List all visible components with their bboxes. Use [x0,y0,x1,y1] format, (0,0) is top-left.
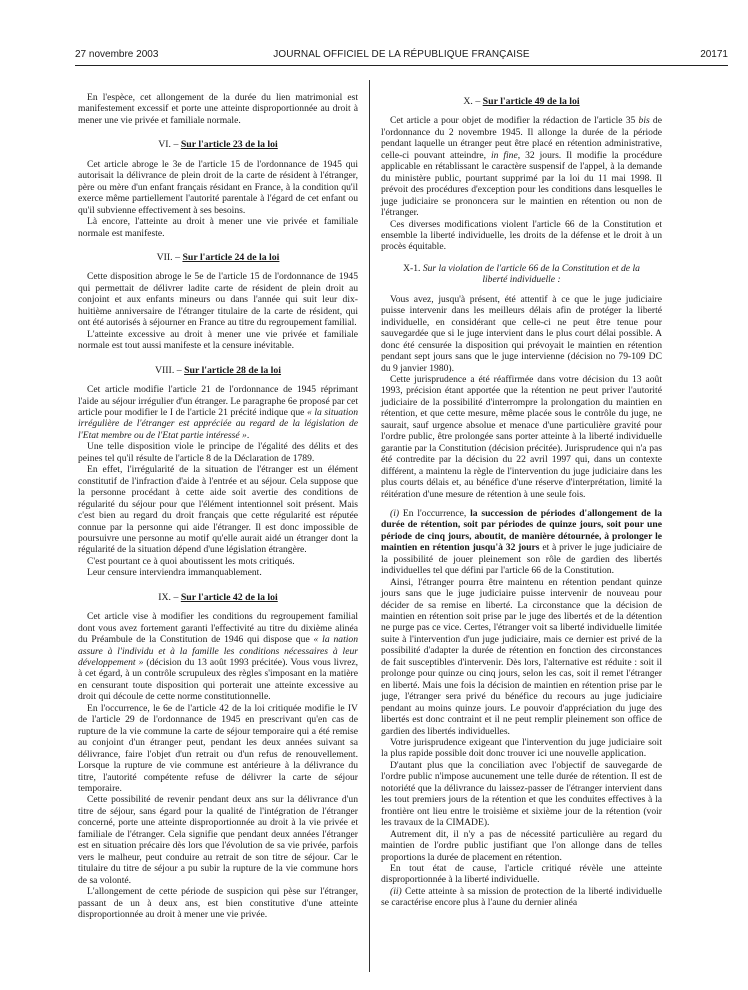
text-run: de l'ordonnance du 2 novembre 1945. Il allonge la durée de la période pendant laquelle un étranger peut être placé en rétention administrative, celle-ci pouvant atteindre, [381,115,662,161]
paragraph: D'autant plus que la conciliation avec l'objectif de sauvegarde de l'ordre public n'impose aucunement une telle durée de rétention. Il est de notoriété que la délivrance du laissez-passer de l'étranger intervient dans les tout premiers jours de la rétention et que les conduites effectives à la frontière ont lieu entre le troisième et sixième jour de la rétention (voir les travaux de la CIMADE). [381,759,662,829]
paragraph: Là encore, l'atteinte au droit à mener une vie privée et familiale normale est manifeste. [78,216,358,239]
item-marker: (i) [390,507,400,519]
paragraph: En effet, l'irrégularité de la situation de l'étranger est un élément constitutif de l'infraction d'aide à l'entrée et au séjour. Cela suppose que la personne procédant à cette aide soit avertie des conditions de régularité du séjour pour que l'élément intentionnel soit présent. Mais c'est bien au regard du droit français que cette régularité est réputée connue par la personne qui aide l'étranger. Il est donc impossible de poursuivre une personne au motif qu'elle aurait aidé un étranger dont la régularité de la situation dépend d'une législation étrangère. [78,464,358,556]
paragraph [381,886,662,909]
section-number: VII. – [156,251,183,263]
paragraph: L'atteinte excessive au droit à mener une vie privée et familiale normale est tout aussi manifeste et la censure inévitable. [78,328,358,352]
section-number: VIII. – [154,364,185,376]
section-heading-ix [78,592,358,603]
section-number: IX. – [158,591,181,603]
left-column [78,92,358,920]
section-heading-vii [78,252,358,263]
text-run: et à priver le juge judiciaire de la possibilité de jouer pleinement son rôle de gardien des libertés individuelles tel que défini par l'article 66 de la Constitution. [381,542,663,577]
section-title: Sur l'article 23 de la loi [180,139,278,151]
header-date: 27 novembre 2003 [75,49,159,60]
paragraph: Cette possibilité de revenir pendant deux ans sur la délivrance d'un titre de séjour, sans égard pour la qualité de l'intégration de l'étranger concerné, porte une atteinte disproportionnée au droit à la vie privée et familiale de l'étranger. Cela signifie que pendant deux années l'étranger est en situation précaire dès lors que l'évolution de sa vie privée, parfois vers le malheur, peut conduire au retrait de son titre de séjour. Car le titulaire du titre de séjour a pu subir la rupture de la vie commune hors de sa volonté. [78,794,358,886]
paragraph: Leur censure interviendra immanquablement. [87,567,262,579]
paragraph [78,384,358,441]
item-marker: (ii) [390,885,402,897]
paragraph: L'allongement de cette période de suspicion qui pèse sur l'étranger, passant de un à deux ans, est bien constitutive d'une atteinte disproportionnée au droit à mener une vie privée. [78,886,358,920]
section-heading-viii [78,365,358,376]
right-column [381,92,662,909]
paragraph: Autrement dit, il n'y a pas de nécessité particulière au regard du maintien de l'ordre public justifiant que l'on allonge dans de telles proportions la durée de placement en rétention. [381,828,662,863]
subsection-heading-x1 [395,263,648,286]
header-journal-title: JOURNAL OFFICIEL DE LA RÉPUBLIQUE FRANÇAISE [273,49,530,60]
section-heading-vi [78,139,358,150]
quoted-text: « la situation irrégulière de l'étranger est appréciée au regard de la législation de l'Etat membre ou de l'Etat partie intéressé » [78,406,358,441]
bold-text: la succession de périodes d'allongement de la durée de rétention, soit par périodes de quinze jours, soit pour une période de cinq jours, aboutit, de manière détournée, à prolonger le maintien en rétention jusqu'à 32 jours [381,507,663,554]
paragraph: Votre jurisprudence exigeant que l'intervention du juge judiciaire soit la plus rapide possible doit donc trouver ici une nouvelle application. [381,737,662,760]
section-number: VI. – [158,139,181,151]
paragraph: Vous avez, jusqu'à présent, été attentif à ce que le juge judiciaire puisse intervenir dans les meilleurs délais afin de protéger la liberté individuelle, en considérant que celle-ci ne peut être tenue pour sauvegardée que si le juge intervient dans le plus court délai possible. A donc été censurée la disposition qui prévoyait le maintien en rétention pendant sept jours sans que le juge intervienne (décision no 79-109 DC du 9 janvier 1980). [381,293,662,374]
paragraph: En l'occurrence, le 6e de l'article 42 de la loi critiquée modifie le IV de l'article 29 de l'ordonnance de 1945 en prescrivant qu'en cas de rupture de la vie commune la carte de séjour temporaire qui a été remise au conjoint d'un étranger peut, pendant les deux années suivant sa délivrance, faire l'objet d'un retrait ou d'un refus de renouvellement. Lorsque la rupture de vie commune est antérieure à la délivrance du titre, l'autorité compétente refuse de délivrer la carte de séjour temporaire. [78,702,358,795]
section-title: Sur l'article 24 de la loi [182,251,280,263]
paragraph [78,611,358,703]
text-run: , 32 jours. Il modifie la procédure applicable en rétablissant le caractère suspensif de l'appel, à la demande du ministère public, pourtant supprimé par la loi du 11 mai 1998. Il prévoit des procédures d'exception pour les conditions dans lesquelles le juge judiciaire se prononcera sur le maintien en rétention ou non de l'étranger. [381,149,662,219]
text-run: Cet article modifie l'article 21 de l'ordonnance de 1945 réprimant l'aide au séjour irrégulier d'un étranger. Le paragraphe 6e proposé par cet article pour modifier le I de l'article 21 précité indique que [78,384,358,418]
paragraph [381,115,662,218]
text-run: Cette atteinte à sa mission de protection de la liberté individuelle se caractérise encore plus à l'aune du dernier alinéa [381,885,662,909]
paragraph: Une telle disposition viole le principe de l'égalité des délits et des peines tel qu'il résulte de l'article 8 de la Déclaration de 1789. [78,441,358,464]
section-number: X. – [463,96,483,107]
header-rule [75,65,728,66]
paragraph: En l'espèce, cet allongement de la durée du lien matrimonial est manifestement excessif et porte une atteinte disproportionnée au droit à mener une vie privée et familiale normale. [78,92,358,126]
header-page-number: 20171 [700,49,728,60]
italic-text: bis [638,115,650,127]
column-divider [369,80,370,972]
italic-text: in fine [490,149,518,161]
paragraph: C'est pourtant ce à quoi aboutissent les mots critiqués. [87,555,295,567]
text-run: . [246,429,250,441]
subsection-number: X-1. [403,262,423,274]
text-run: (décision du 13 août 1993 précitée). Vous vous livrez, à cet égard, à un contrôle scrupuleux des règles s'imposant en la matière en censurant toute disposition qui porterait une atteinte excessive au droit qui découle de cette norme constitutionnelle. [78,657,358,703]
section-title: Sur l'article 28 de la loi [184,364,282,376]
text-run: En l'occurrence, [399,507,471,519]
paragraph: En tout état de cause, l'article critiqué révèle une atteinte disproportionnée à la liberté individuelle. [381,863,662,886]
paragraph: Ainsi, l'étranger pourra être maintenu en rétention pendant quinze jours sans que le juge judiciaire puisse intervenir de nouveau pour décider de sa remise en liberté. La circonstance que la décision de maintien en rétention soit prise par le juge des libertés et de la détention ne purge pas ce vice. Certes, l'étranger voit sa liberté individuelle limitée suite à l'intervention d'un juge judiciaire, mais ce dernier est privé de la possibilité d'adapter la durée de rétention en fonction des circonstances de fait susceptibles d'intervenir. Dès lors, l'alternative est réduite : soit il prolonge pour quinze ou cinq jours, selon les cas, soit il remet l'étranger en liberté. Mais une fois la décision de maintien en rétention prise par le juge, l'étranger sera privé du bénéfice du recours au juge judiciaire pendant au moins quinze jours. Le pouvoir d'appréciation du juge des libertés est donc contraint et il ne peut remplir pleinement son office de gardien des libertés individuelles. [381,576,662,737]
subsection-title: Sur la violation de l'article 66 de la Constitution et de la liberté individuelle : [422,262,640,286]
quoted-text: « la nation assure à l'individu et à la famille les conditions nécessaires à leur développement » [78,634,358,669]
paragraph [381,508,662,577]
paragraph: Cette disposition abroge le 5e de l'article 15 de l'ordonnance de 1945 qui permettait de délivrer ladite carte de résident de plein droit au conjoint et aux enfants mineurs ou dans l'année qui suit leur dix-huitième anniversaire de l'étranger titulaire de la carte de résident, qui ont été autorisés à séjourner en France au titre du regroupement familial. [78,271,358,329]
text-run: Cet article a pour objet de modifier la rédaction de l'article 35 [390,115,639,127]
section-title: Sur l'article 42 de la loi [180,591,278,603]
page-header [75,49,728,63]
text-run: Cet article vise à modifier les conditions du regroupement familial dont vous avez fortement garanti l'effectivité au titre du dixième alinéa du Préambule de la Constitution de 1946 qui dispose que [78,611,358,646]
section-title: Sur l'article 49 de la loi [482,96,580,107]
paragraph: Ces diverses modifications violent l'article 66 de la Constitution et ensemble la liberté individuelle, les droits de la défense et le droit à un procès équitable. [381,218,662,253]
section-heading-x [381,96,662,107]
paragraph: Cette jurisprudence a été réaffirmée dans votre décision du 13 août 1993, précision étant apportée que la rétention ne peut priver l'autorité judiciaire de la possibilité d'interrompre la prolongation du maintien en rétention, et que cette mesure, même placée sous le contrôle du juge, ne saurait, sauf urgence absolue et menace d'une particulière gravité pour l'ordre public, être prolongée sans porter atteinte à la liberté individuelle garantie par la Constitution (décision précitée). Jurisprudence qui n'a pas été contredite par la décision du 22 avril 1997 qui, dans un contexte différent, a maintenu la règle de l'intervention du juge judiciaire dans les plus courts délais et, au bénéfice d'une réserve d'interprétation, limité la réitération d'une mesure de rétention à une seule fois. [381,373,662,500]
paragraph: Cet article abroge le 3e de l'article 15 de l'ordonnance de 1945 qui autorisait la délivrance de plein droit de la carte de résident à l'étranger, père ou mère d'un enfant français résidant en France, à la condition qu'il exerce même partiellement l'autorité parentale à l'égard de cet enfant ou qu'il subvienne effectivement à ses besoins. [78,158,358,216]
